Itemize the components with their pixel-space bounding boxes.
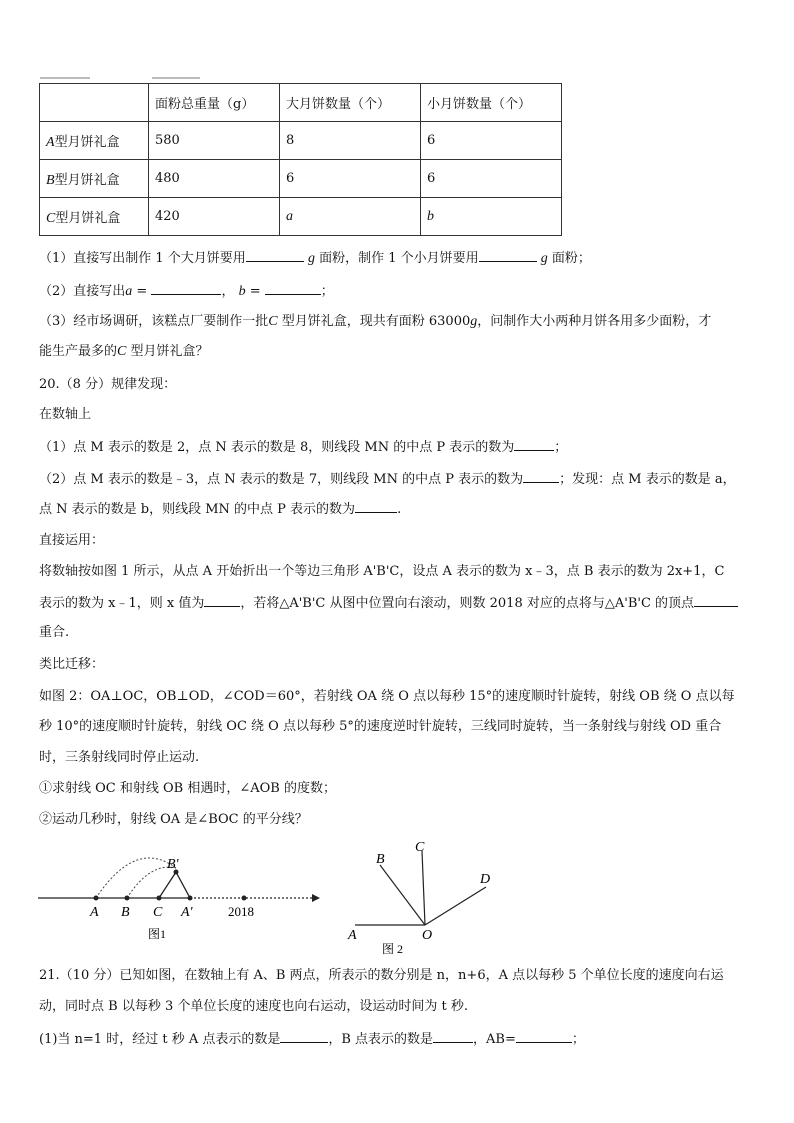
answer-blank [514, 438, 554, 451]
q19-part3-line2: 能生产最多的C 型月饼礼盒？ [39, 344, 209, 359]
figure-2-caption: 图 2 [382, 942, 404, 956]
figure-1-caption: 图1 [148, 927, 167, 941]
fold-arc [96, 858, 176, 898]
table-cell: b [421, 198, 562, 236]
answer-blank [204, 594, 240, 607]
table-header-cell [40, 84, 149, 122]
table-cell: 6 [280, 160, 421, 198]
q20-line: ②运动几秒时，射线 OA 是∠BOC 的平分线？ [39, 812, 308, 827]
q19-part2: （2）直接写出a = ， b = ； [39, 284, 334, 299]
q20-line: 时，三条射线同时停止运动. [39, 750, 200, 765]
q20-line: 类比迁移： [39, 657, 105, 672]
label-b: B [376, 852, 385, 867]
figure-2-angles [340, 835, 510, 960]
row-label: C型月饼礼盒 [40, 198, 149, 236]
q20-line: 点 N 表示的数是 b，则线段 MN 的中点 P 表示的数为 . [39, 502, 402, 517]
q21-line: 21.（10 分）已知如图，在数轴上有 A、B 两点，所表示的数分别是 n，n+6，A 点以每秒 5 个单位长度的速度向右运 [39, 968, 724, 983]
table-cell: 480 [149, 160, 280, 198]
mooncake-table [39, 83, 562, 236]
table-header-cell: 面粉总重量（g） [149, 84, 280, 122]
table-header-cell: 大月饼数量（个） [280, 84, 421, 122]
q20-line: 如图 2：OA⊥OC，OB⊥OD，∠COD＝60°，若射线 OA 绕 O 点以每秒 15°的速度顺时针旋转，射线 OB 绕 O 点以每 [39, 689, 735, 704]
q20-line: 重合. [39, 625, 70, 640]
table-header-row [40, 84, 562, 122]
q20-line: 表示的数为 x﹣1，则 x 值为 ，若将△A'B'C 从图中位置向右滚动，则数 2018 对应的点将与△A'B'C 的顶点 [39, 594, 738, 613]
table-cell: 6 [421, 122, 562, 160]
label-a: A [90, 905, 99, 920]
q20-title: 20.（8 分）规律发现： [39, 377, 177, 392]
table-cell: 8 [280, 122, 421, 160]
table-cell: 420 [149, 198, 280, 236]
table-cell: 580 [149, 122, 280, 160]
answer-blank [516, 1030, 572, 1043]
label-d: D [480, 872, 491, 887]
ray-oc [422, 851, 425, 925]
answer-blank [151, 282, 221, 295]
answer-blank [246, 249, 304, 262]
point-b [125, 896, 130, 901]
label-2018: 2018 [228, 904, 254, 919]
label-b: B [121, 905, 130, 920]
figure-1-number-line [30, 848, 330, 948]
answer-blank [355, 500, 397, 513]
q20-line: （2）点 M 表示的数是﹣3，点 N 表示的数是 7，则线段 MN 的中点 P 表示的数为 ；发现：点 M 表示的数是 a， [39, 472, 736, 487]
ray-od [425, 887, 486, 925]
label-c: C [415, 840, 425, 855]
point-2018 [242, 896, 247, 901]
q19-part3-line1: （3）经市场调研，该糕点厂要制作一批C 型月饼礼盒，现共有面粉 63000g，问制作大小两种月饼各用多少面粉，才 [39, 314, 712, 329]
table-header-cell: 小月饼数量（个） [421, 84, 562, 122]
q20-line: 秒 10°的速度顺时针旋转，射线 OC 绕 O 点以每秒 5°的速度逆时针旋转，三线同时旋转，当一条射线与射线 OD 重合 [39, 719, 722, 734]
cropped-text-remnant [40, 77, 200, 81]
table-row [40, 198, 562, 236]
q20-line: 直接运用： [39, 533, 105, 548]
label-c: C [153, 905, 163, 920]
table-row [40, 160, 562, 198]
label-a: A [348, 928, 357, 943]
point-a-prime [188, 896, 193, 901]
table-row [40, 122, 562, 160]
row-label: A型月饼礼盒 [40, 122, 149, 160]
q21-line: (1)当 n=1 时，经过 t 秒 A 点表示的数是 ，B 点表示的数是 ，AB= ； [39, 1032, 585, 1047]
arrow-head-icon [312, 894, 320, 902]
label-a-prime: A' [181, 905, 193, 920]
q20-line: ①求射线 OC 和射线 OB 相遇时，∠AOB 的度数； [39, 781, 336, 796]
q21-line: 动，同时点 B 以每秒 3 个单位长度的速度也向右运动，设运动时间为 t 秒. [39, 999, 468, 1014]
ray-ob [380, 865, 425, 925]
label-o: O [422, 928, 433, 943]
answer-blank [479, 249, 537, 262]
table-cell: 6 [421, 160, 562, 198]
triangle-side [176, 872, 190, 898]
point-a [94, 896, 99, 901]
q20-line: 在数轴上 [39, 407, 92, 422]
answer-blank [265, 282, 321, 295]
point-c [157, 896, 162, 901]
answer-blank [280, 1030, 328, 1043]
q20-line: 将数轴按如图 1 所示，从点 A 开始折出一个等边三角形 A'B'C，设点 A 表示的数为 x﹣3，点 B 表示的数为 2x+1，C [39, 564, 725, 579]
answer-blank [523, 470, 559, 483]
row-label: B型月饼礼盒 [40, 160, 149, 198]
triangle-side [159, 872, 176, 898]
answer-blank [433, 1030, 473, 1043]
table-cell: a [280, 198, 421, 236]
answer-blank [694, 594, 738, 607]
q19-part1: （1）直接写出制作 1 个大月饼要用 g 面粉，制作 1 个小月饼要用 g 面粉； [39, 251, 591, 266]
label-b-prime: B' [167, 857, 179, 872]
q20-line: （1）点 M 表示的数是 2，点 N 表示的数是 8，则线段 MN 的中点 P 表示的数为 ； [39, 440, 568, 455]
